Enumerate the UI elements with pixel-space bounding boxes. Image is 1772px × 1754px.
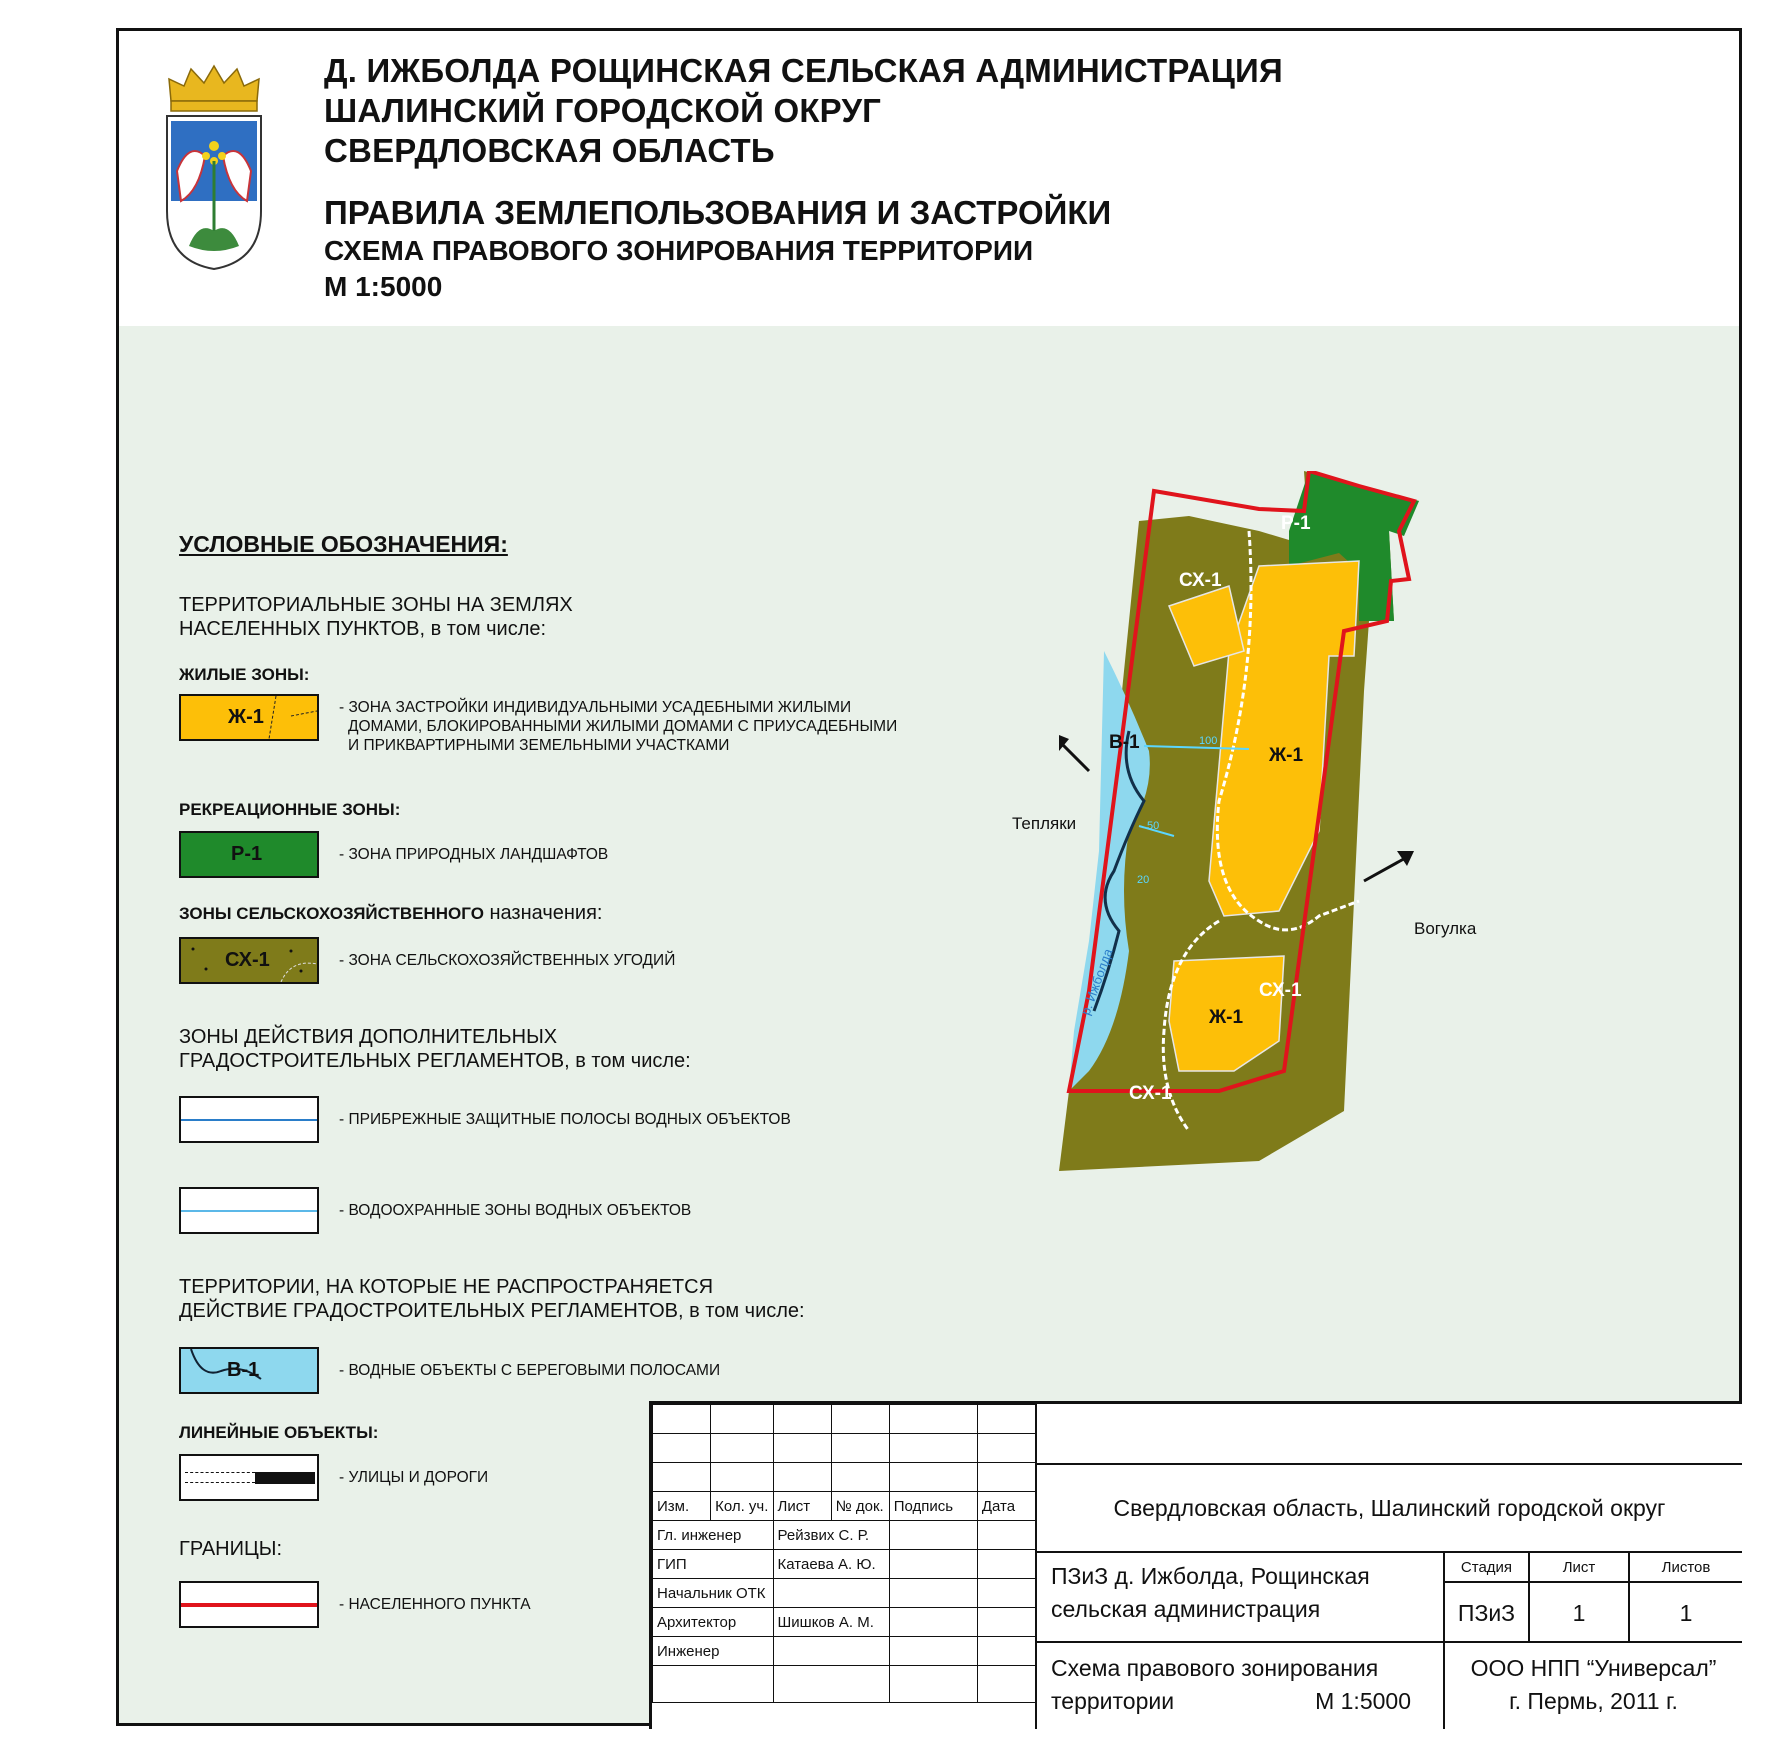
roads-swatch xyxy=(179,1454,319,1501)
map-label-distance-50: 50 xyxy=(1147,820,1160,832)
agricultural-swatch-code: СХ-1 xyxy=(225,949,270,971)
stamp-org-line-2: г. Пермь, 2011 г. xyxy=(1509,1688,1678,1714)
document-subtitle: СХЕМА ПРАВОВОГО ЗОНИРОВАНИЯ ТЕРРИТОРИИ xyxy=(324,235,1034,266)
grid-header-date: Дата xyxy=(977,1492,1035,1521)
stamp-drawing-line-2: территории xyxy=(1051,1688,1175,1714)
grid-header-sheet: Лист xyxy=(773,1492,831,1521)
name-qc-head xyxy=(773,1579,889,1608)
name-chief-engineer: Рейзвих С. Р. xyxy=(773,1521,889,1550)
document-title: ПРАВИЛА ЗЕМЛЕПОЛЬЗОВАНИЯ И ЗАСТРОЙКИ xyxy=(324,194,1112,231)
role-chief-engineer: Гл. инженер xyxy=(653,1521,774,1550)
water-object-description: - ВОДНЫЕ ОБЪЕКТЫ С БЕРЕГОВЫМИ ПОЛОСАМИ xyxy=(339,1362,721,1379)
legend-group-3-line-2: ДЕЙСТВИЕ ГРАДОСТРОИТЕЛЬНЫХ РЕГЛАМЕНТОВ, в том числе: xyxy=(179,1300,805,1322)
stamp-sheets-value-text: 1 xyxy=(1679,1600,1693,1626)
legend-group-2-line-2: ГРАДОСТРОИТЕЛЬНЫХ РЕГЛАМЕНТОВ, в том числе: xyxy=(179,1050,691,1072)
water-protection-description: - ВОДООХРАННЫЕ ЗОНЫ ВОДНЫХ ОБЪЕКТОВ xyxy=(339,1202,692,1219)
admin-line-1: Д. ИЖБОЛДА РОЩИНСКАЯ СЕЛЬСКАЯ АДМИНИСТРАЦИЯ xyxy=(324,52,1283,89)
name-engineer xyxy=(773,1637,889,1666)
agricultural-heading-regular: назначения: xyxy=(483,902,603,924)
revision-grid xyxy=(652,1404,1036,1703)
water-object-swatch-code: В-1 xyxy=(227,1359,260,1381)
map-sheet xyxy=(116,28,1742,1726)
title-block xyxy=(119,31,1739,326)
name-gip: Катаева А. Ю. xyxy=(773,1550,889,1579)
agricultural-heading xyxy=(179,902,602,925)
map-label-sx1-top: СХ-1 xyxy=(1179,570,1222,591)
coat-of-arms-icon xyxy=(159,61,269,271)
legend-title: УСЛОВНЫЕ ОБОЗНАЧЕНИЯ: xyxy=(179,531,508,557)
linear-objects-heading: ЛИНЕЙНЫЕ ОБЪЕКТЫ: xyxy=(179,1423,379,1442)
residential-description xyxy=(339,698,897,755)
map-label-distance-100: 100 xyxy=(1199,735,1218,747)
title-text xyxy=(324,51,1283,305)
stamp-drawing-line-1: Схема правового зонирования xyxy=(1051,1655,1379,1681)
recreation-swatch-code: Р-1 xyxy=(231,843,263,865)
stamp-stage-value xyxy=(1445,1583,1530,1643)
map-label-v1: В-1 xyxy=(1109,732,1140,753)
stamp-sheets-label: Листов xyxy=(1630,1553,1742,1583)
settlement-border-swatch xyxy=(179,1581,319,1628)
water-protection-swatch xyxy=(179,1187,319,1234)
recreation-swatch xyxy=(179,831,319,878)
borders-heading: ГРАНИЦЫ: xyxy=(179,1538,283,1560)
map-label-sx1-bottom: СХ-1 xyxy=(1129,1083,1172,1104)
shore-strip-swatch xyxy=(179,1096,319,1143)
legend-group-1-line-1: ТЕРРИТОРИАЛЬНЫЕ ЗОНЫ НА ЗЕМЛЯХ xyxy=(179,594,573,616)
stamp-project-line-2: сельская администрация xyxy=(1051,1596,1321,1622)
role-architect: Архитектор xyxy=(653,1608,774,1637)
agricultural-swatch xyxy=(179,937,319,984)
agricultural-description: - ЗОНА СЕЛЬСКОХОЗЯЙСТВЕННЫХ УГОДИЙ xyxy=(339,952,676,969)
map-label-sx1-mid: СХ-1 xyxy=(1259,980,1302,1001)
stamp-project-line-1: ПЗиЗ д. Ижболда, Рощинская xyxy=(1051,1563,1370,1589)
residential-desc-line-3: И ПРИКВАРТИРНЫМИ ЗЕМЕЛЬНЫМИ УЧАСТКАМИ xyxy=(348,737,730,754)
shore-strip-description: - ПРИБРЕЖНЫЕ ЗАЩИТНЫЕ ПОЛОСЫ ВОДНЫХ ОБЪЕКТОВ xyxy=(339,1111,791,1128)
stamp-region-text: Свердловская область, Шалинский городской округ xyxy=(1113,1494,1666,1521)
water-object-swatch xyxy=(179,1347,319,1394)
stamp-sheet-value-text: 1 xyxy=(1572,1600,1586,1626)
residential-heading: ЖИЛЫЕ ЗОНЫ: xyxy=(179,665,310,684)
admin-line-3: СВЕРДЛОВСКАЯ ОБЛАСТЬ xyxy=(324,132,775,169)
stamp-organization xyxy=(1445,1643,1742,1729)
stamp-sheet-value xyxy=(1530,1583,1630,1643)
map-label-zh1-bottom: Ж-1 xyxy=(1209,1007,1244,1028)
role-qc-head: Начальник ОТК xyxy=(653,1579,774,1608)
stamp-sheets-value xyxy=(1630,1583,1742,1643)
role-gip: ГИП xyxy=(653,1550,774,1579)
stamp-drawing-scale: М 1:5000 xyxy=(1315,1688,1411,1714)
stamp-drawing xyxy=(1035,1643,1445,1729)
agricultural-heading-bold: ЗОНЫ СЕЛЬСКОХОЗЯЙСТВЕННОГО xyxy=(179,904,484,923)
stamp-stage-value-text: ПЗиЗ xyxy=(1457,1600,1516,1626)
settlement-border-description: - НАСЕЛЕННОГО ПУНКТА xyxy=(339,1596,531,1613)
stamp-project xyxy=(1035,1553,1445,1643)
legend-group-2-line-1: ЗОНЫ ДЕЙСТВИЯ ДОПОЛНИТЕЛЬНЫХ xyxy=(179,1026,558,1048)
stamp-region xyxy=(1035,1465,1742,1553)
grid-header-change: Изм. xyxy=(653,1492,711,1521)
residential-swatch-code: Ж-1 xyxy=(228,706,264,728)
map-label-zh1-top: Ж-1 xyxy=(1269,745,1304,766)
role-engineer: Инженер xyxy=(653,1637,774,1666)
roads-description: - УЛИЦЫ И ДОРОГИ xyxy=(339,1469,489,1486)
admin-line-2: ШАЛИНСКИЙ ГОРОДСКОЙ ОКРУГ xyxy=(324,92,882,129)
legend-group-3-line-1: ТЕРРИТОРИИ, НА КОТОРЫЕ НЕ РАСПРОСТРАНЯЕТСЯ xyxy=(179,1276,714,1298)
recreation-description: - ЗОНА ПРИРОДНЫХ ЛАНДШАФТОВ xyxy=(339,846,609,863)
map-label-distance-20: 20 xyxy=(1137,874,1150,886)
stamp-sheet-label: Лист xyxy=(1530,1553,1630,1583)
zoning-map xyxy=(1059,471,1659,1231)
grid-header-signature: Подпись xyxy=(889,1492,977,1521)
stamp-stage-label: Стадия xyxy=(1445,1553,1530,1583)
legend-group-1-line-2: НАСЕЛЕННЫХ ПУНКТОВ, в том числе: xyxy=(179,618,547,640)
grid-header-doc: № док. xyxy=(831,1492,889,1521)
place-label-vogulka: Вогулка xyxy=(1414,919,1477,938)
name-architect: Шишков А. М. xyxy=(773,1608,889,1637)
document-scale: М 1:5000 xyxy=(324,271,443,302)
stamp-org-line-1: ООО НПП “Универсал” xyxy=(1470,1655,1717,1681)
title-stamp xyxy=(649,1401,1742,1729)
stamp-empty-top xyxy=(1035,1404,1742,1465)
residential-desc-line-2: ДОМАМИ, БЛОКИРОВАННЫМИ ЖИЛЫМИ ДОМАМИ С ПРИУСАДЕБНЫМИ xyxy=(348,718,898,735)
recreation-heading: РЕКРЕАЦИОННЫЕ ЗОНЫ: xyxy=(179,800,401,819)
map-label-r1: Р-1 xyxy=(1281,513,1311,534)
arrow-to-vogulka xyxy=(1364,856,1409,881)
arrow-head-vogulka xyxy=(1397,851,1414,866)
place-label-teplyaki: Тепляки xyxy=(1012,814,1077,833)
residential-swatch xyxy=(179,694,319,741)
grid-header-count: Кол. уч. xyxy=(711,1492,773,1521)
map-label-river: р. Ижболда xyxy=(1077,946,1116,1018)
residential-desc-line-1: - ЗОНА ЗАСТРОЙКИ ИНДИВИДУАЛЬНЫМИ УСАДЕБНЫМИ ЖИЛЫМИ xyxy=(339,699,852,716)
